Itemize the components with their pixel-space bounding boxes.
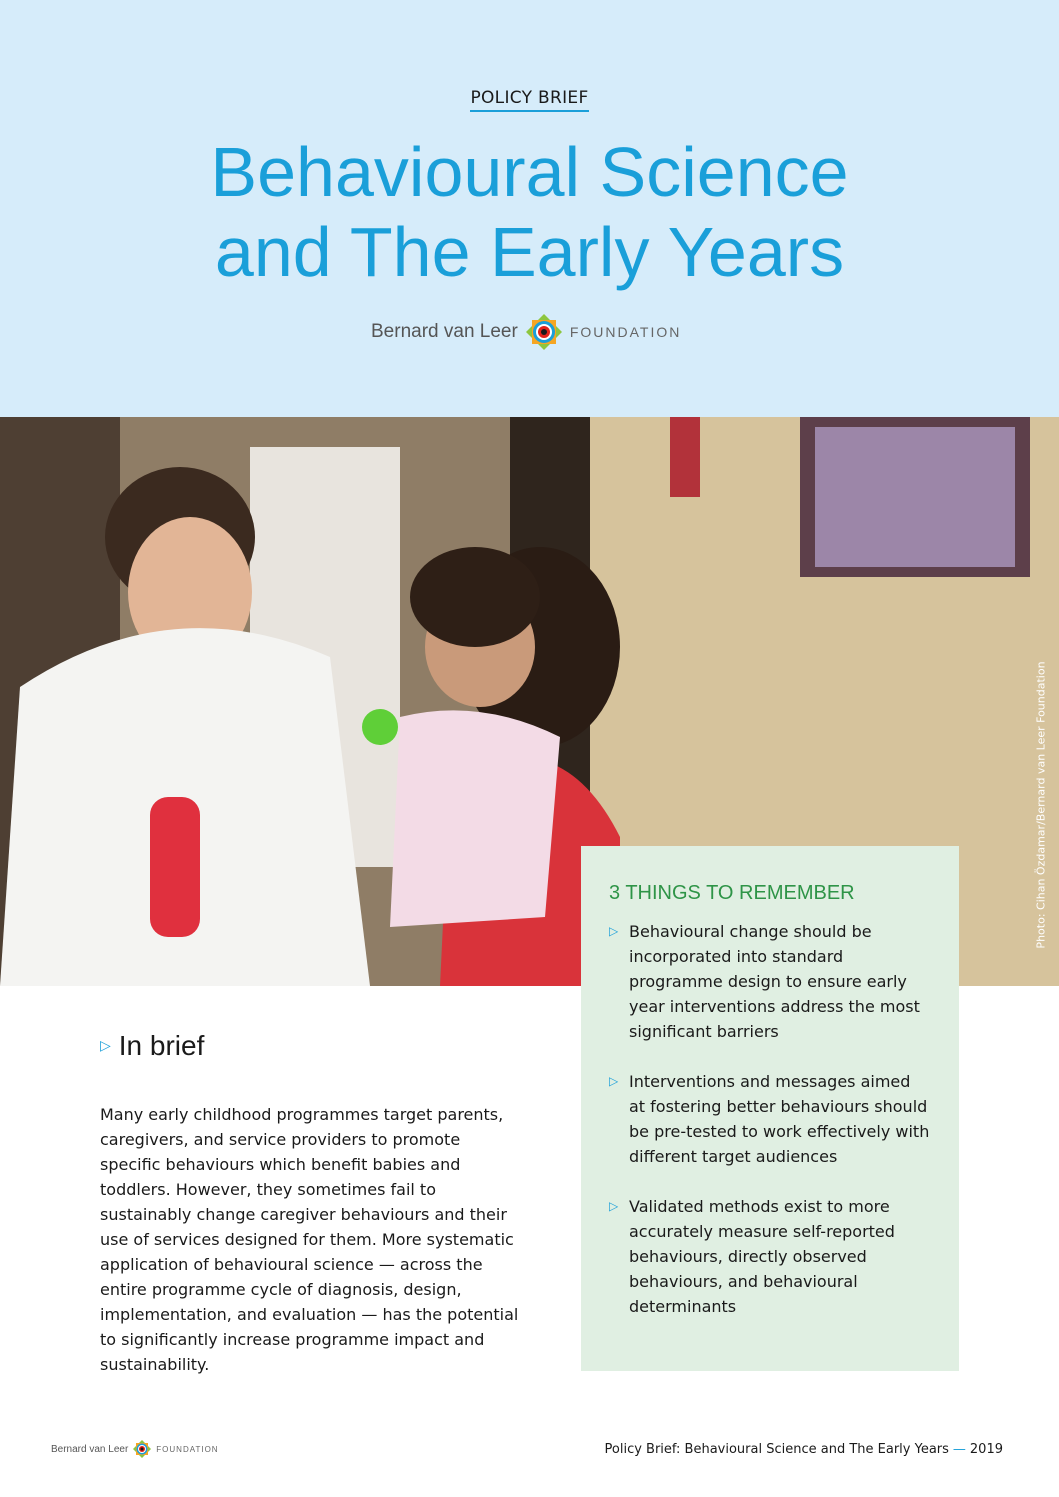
footer-logo-foundation: FOUNDATION — [156, 1444, 219, 1454]
list-item: ▷ Validated methods exist to more accurately measure self-reported behaviours, directly observed behaviours, and behavioural determinants — [609, 1194, 931, 1319]
header-band — [0, 0, 1059, 417]
footer-logo — [51, 1440, 219, 1458]
photo-credit: Photo: Cihan Özdamar/Bernard van Leer Foundation — [1034, 661, 1048, 949]
logo-name: Bernard van Leer — [371, 321, 518, 342]
footer-logo-name: Bernard van Leer — [51, 1443, 129, 1455]
triangle-bullet-icon: ▷ — [609, 1199, 619, 1213]
in-brief-heading — [100, 1030, 204, 1062]
footer — [0, 1435, 1059, 1465]
logo-foundation: FOUNDATION — [569, 324, 682, 340]
logo-emblem-icon — [526, 314, 562, 350]
list-item: ▷ Behavioural change should be incorporated into standard programme design to ensure early year interventions address the most significant barriers — [609, 919, 931, 1044]
footer-dash: — — [952, 1442, 966, 1457]
in-brief-title: In brief — [118, 1030, 205, 1061]
remember-list — [609, 919, 931, 1319]
page-title — [0, 132, 1059, 292]
footer-doc-title: Policy Brief: Behavioural Science and The Early Years — [604, 1442, 949, 1457]
in-brief-text: Many early childhood programmes target parents, caregivers, and service providers to promote specific behaviours which benefit babies and toddlers. However, they sometimes fail to sustainably change caregiver behaviours and their use of services designed for them. More systematic application of behavioural science — across the entire programme cycle of diagnosis, design, implementation, and evaluation — has the potential to significantly increase programme impact and sustainability. — [100, 1105, 519, 1374]
things-to-remember-box — [581, 846, 959, 1371]
remember-title: 3 THINGS TO REMEMBER — [609, 882, 855, 904]
title-line-2: and The Early Years — [214, 213, 845, 291]
footer-logo-emblem-icon — [133, 1440, 151, 1458]
triangle-bullet-icon: ▷ — [609, 1074, 619, 1088]
foundation-logo — [371, 314, 681, 350]
title-line-1: Behavioural Science — [210, 133, 849, 211]
footer-doc-info — [605, 1442, 1003, 1457]
list-item: ▷ Interventions and messages aimed at fostering better behaviours should be pre-tested to work effectively with different target audiences — [609, 1069, 931, 1169]
triangle-bullet-icon: ▷ — [100, 1038, 111, 1054]
triangle-bullet-icon: ▷ — [609, 924, 619, 938]
footer-year: 2019 — [969, 1442, 1003, 1457]
kicker: POLICY BRIEF — [0, 88, 1059, 108]
